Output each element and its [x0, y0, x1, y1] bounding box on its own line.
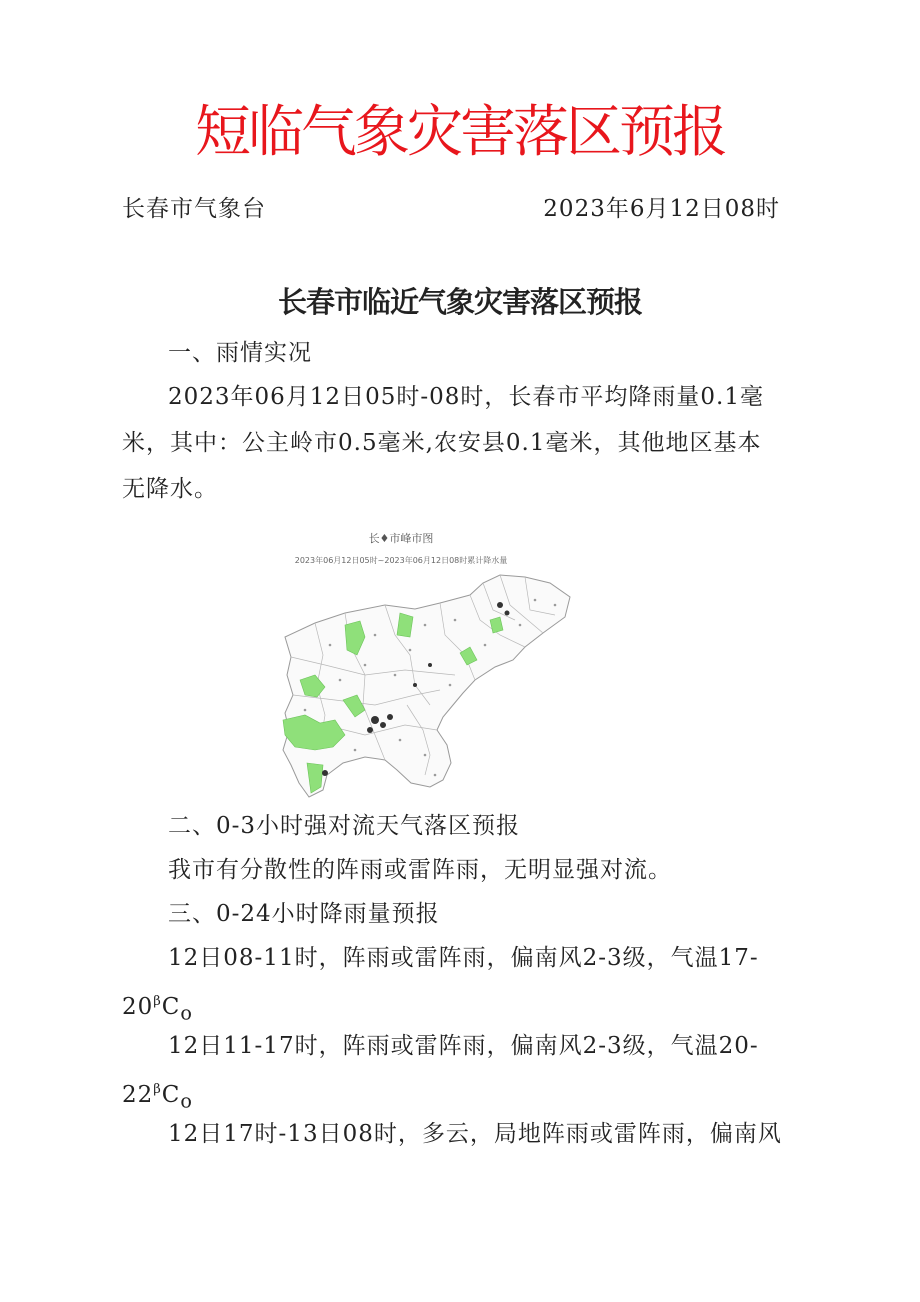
rainfall-map: [225, 525, 577, 800]
temp-sup: β: [153, 1082, 162, 1097]
section1-text: 2023年06月12日05时-08时，长春市平均降雨量0.1毫米，其中：公主岭市0.5毫米,农安县0.1毫米，其他地区基本无降水。: [122, 384, 764, 502]
issue-time: 2023年6月12日08时: [543, 196, 780, 222]
issuer: 长春市气象台: [122, 196, 266, 222]
section2-text: 我市有分散性的阵雨或雷阵雨，无明显强对流。: [168, 857, 672, 883]
page-title: 短临气象灾害落区预报: [195, 100, 725, 165]
temp-unit: C: [161, 994, 181, 1020]
forecast-item-2: [122, 1023, 782, 1069]
forecast-item-3-line1: 12日17时-13日08时，多云，局地阵雨或雷阵雨，偏南风: [168, 1121, 782, 1147]
temp-sub: o: [180, 1089, 193, 1113]
section1-heading: 一、雨情实况: [168, 340, 312, 366]
map-outline: [283, 575, 570, 797]
map-graphic: [225, 525, 577, 800]
temp-sup: β: [153, 994, 162, 1009]
map-title: 长♦市峰市图: [368, 532, 434, 545]
forecast-item-1: [122, 935, 782, 981]
forecast-item-1-line1: 12日08-11时，阵雨或雷阵雨，偏南风2-3级，气温17-: [168, 945, 759, 971]
map-subtitle: 2023年06月12日05时~2023年06月12日08时累计降水量: [294, 556, 508, 565]
forecast-item-2-line1: 12日11-17时，阵雨或雷阵雨，偏南风2-3级，气温20-: [168, 1033, 759, 1059]
temp-sub: o: [180, 1001, 193, 1025]
report-subtitle: 长春市临近气象灾害落区预报: [277, 285, 642, 319]
temp-unit: C: [161, 1082, 181, 1108]
section2-heading: 二、0-3小时强对流天气落区预报: [168, 813, 521, 839]
forecast-item-3: [122, 1111, 782, 1157]
temp-value: 22: [122, 1082, 154, 1108]
section3-heading: 三、0-24小时降雨量预报: [168, 901, 440, 927]
temp-value: 20: [122, 994, 154, 1020]
